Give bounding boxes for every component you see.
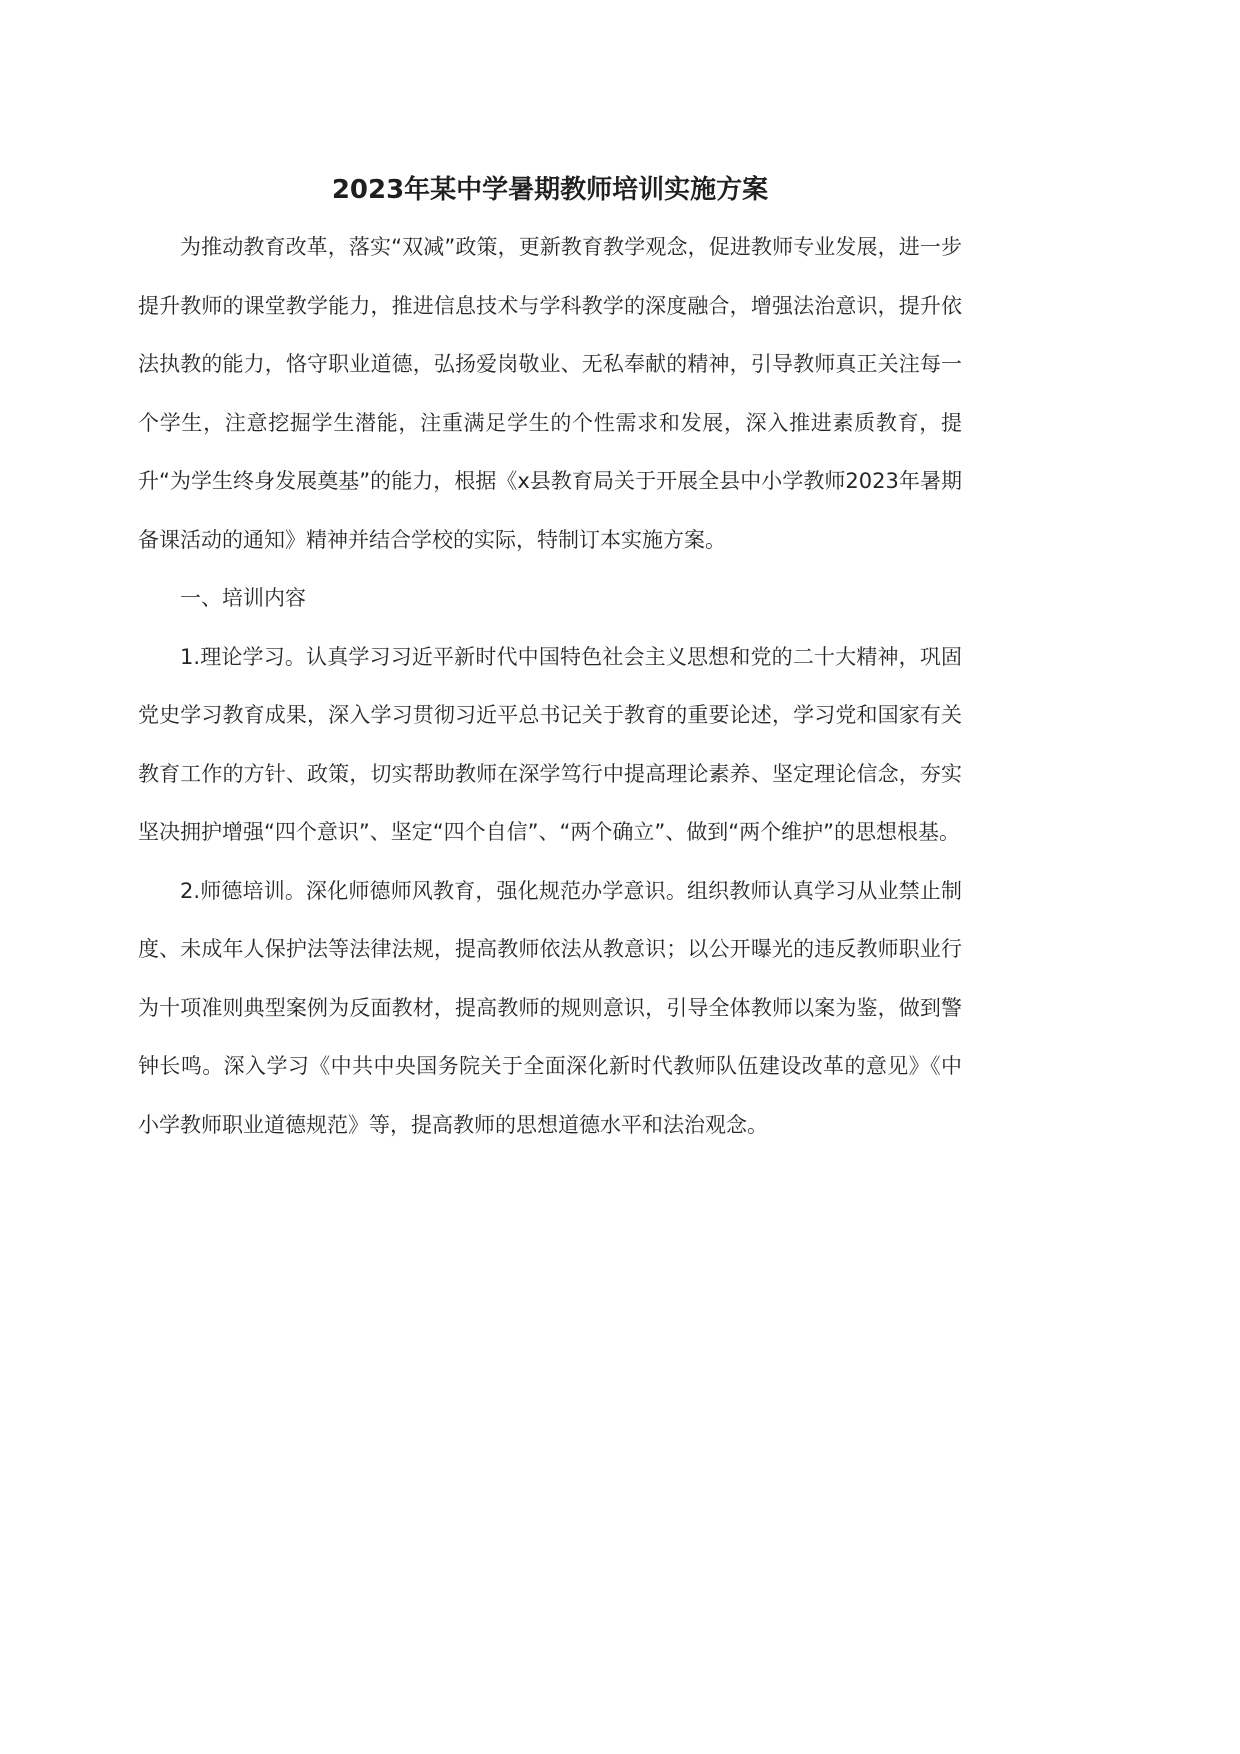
- item-ethics-training: 2.师德培训。深化师德师风教育，强化规范办学意识。组织教师认真学习从业禁止制度、未成年人保护法等法律法规，提高教师依法从教意识；以公开曝光的违反教师职业行为十项准则典型案例为反面教材，提高教师的规则意识，引导全体教师以案为鉴，做到警钟长鸣。深入学习《中共中央国务院关于全面深化新时代教师队伍建设改革的意见》《中小学教师职业道德规范》等，提高教师的思想道德水平和法治观念。: [138, 878, 962, 1137]
- document-title: 2023年某中学暑期教师培训实施方案: [331, 175, 769, 205]
- item-theory-study: 1.理论学习。认真学习习近平新时代中国特色社会主义思想和党的二十大精神，巩固党史学习教育成果，深入学习贯彻习近平总书记关于教育的重要论述，学习党和国家有关教育工作的方针、政策，切实帮助教师在深学笃行中提高理论素养、坚定理论信念，夯实坚决拥护增强“四个意识”、坚定“四个自信”、“两个确立”、做到“两个维护”的思想根基。: [138, 644, 962, 844]
- document-body: [138, 218, 962, 1154]
- section-heading-training-content: 一、培训内容: [180, 586, 306, 610]
- intro-paragraph: 为推动教育改革，落实“双减”政策，更新教育教学观念，促进教师专业发展，进一步提升教师的课堂教学能力，推进信息技术与学科教学的深度融合，增强法治意识，提升依法执教的能力，恪守职业道德，弘扬爱岗敬业、无私奉献的精神，引导教师真正关注每一个学生，注意挖掘学生潜能，注重满足学生的个性需求和发展，深入推进素质教育，提升“为学生终身发展奠基”的能力，根据《x县教育局关于开展全县中小学教师2023年暑期备课活动的通知》精神并结合学校的实际，特制订本实施方案。: [138, 235, 962, 552]
